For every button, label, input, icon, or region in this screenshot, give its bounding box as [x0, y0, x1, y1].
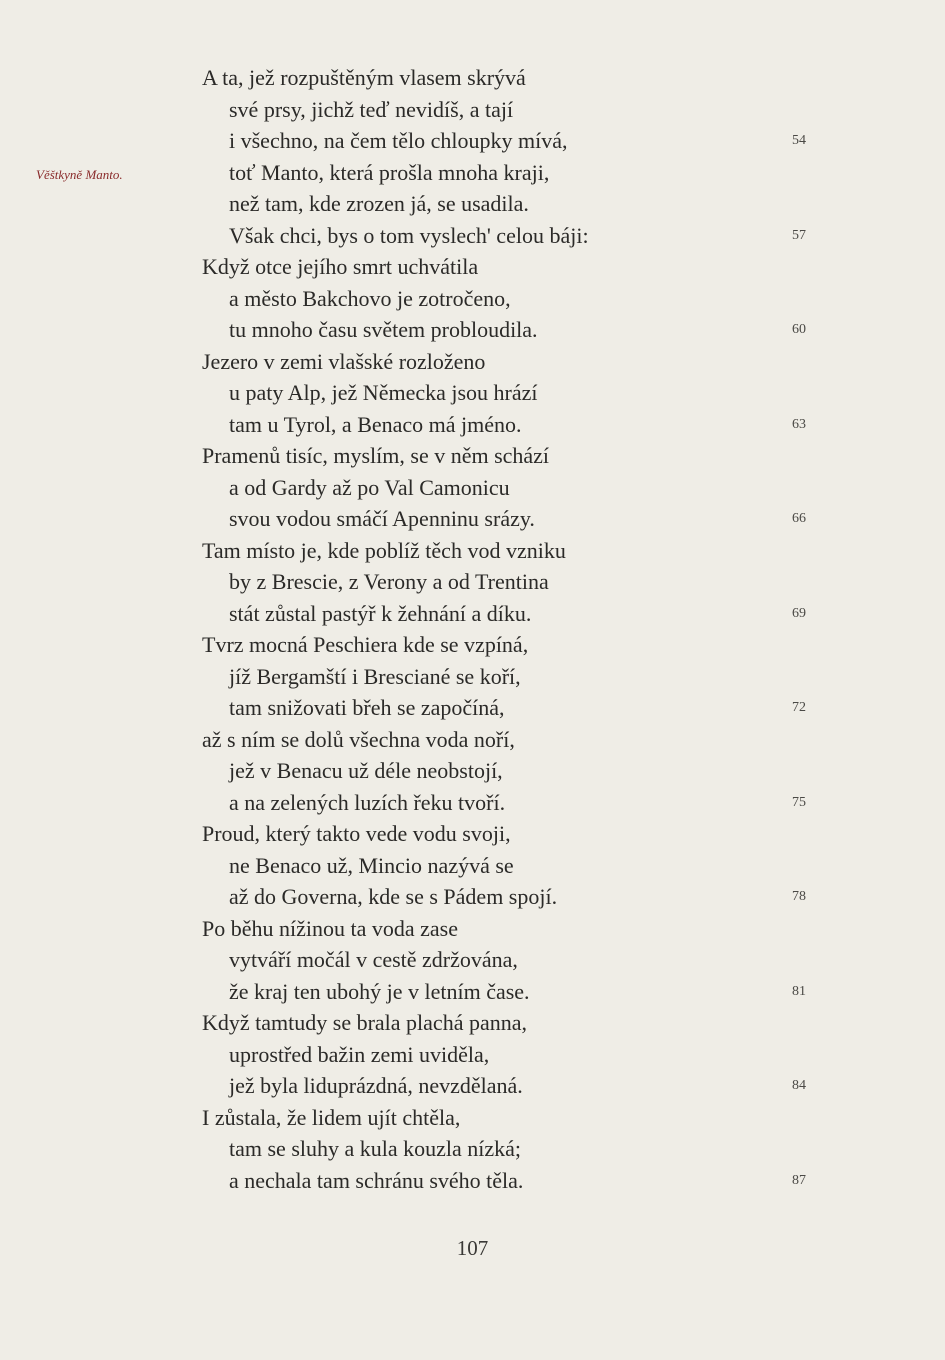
verse-line: [0, 535, 945, 567]
line-number: 72: [792, 700, 806, 715]
verse-text: uprostřed bažin zemi uviděla,: [229, 1041, 490, 1067]
verse-text: tam u Tyrol, a Benaco má jméno.: [229, 411, 522, 437]
verse-text: než tam, kde zrozen já, se usadila.: [229, 191, 529, 216]
verse-text: Tam místo je, kde poblíž těch vod vzniku: [202, 537, 566, 563]
verse-line: [0, 1039, 945, 1071]
verse-line: [0, 755, 945, 787]
verse-line: [0, 346, 945, 378]
verse-text: ne Benaco už, Mincio nazývá se: [229, 852, 514, 878]
verse-text: že kraj ten ubohý je v letním čase.: [229, 978, 530, 1004]
verse-text: Proud, který takto vede vodu svoji,: [202, 821, 511, 846]
verse-line: [0, 314, 945, 346]
verse-line: [0, 220, 945, 252]
verse-line: [0, 1007, 945, 1039]
verse-line: [0, 881, 945, 913]
verse-line: [0, 976, 945, 1008]
verse-line: [0, 787, 945, 819]
verse-text: tam se sluhy a kula kouzla nízká;: [229, 1136, 522, 1161]
poem-text: [0, 62, 945, 1196]
page-number: 107: [456, 1236, 489, 1260]
verse-line: [0, 1165, 945, 1197]
line-number: 81: [792, 983, 806, 999]
verse-text: jež byla liduprázdná, nevzdělaná.: [229, 1073, 523, 1098]
line-number: 57: [792, 227, 806, 243]
line-number: 69: [792, 605, 806, 621]
verse-text: Pramenů tisíc, myslím, se v něm schází: [202, 443, 550, 468]
verse-text: a nechala tam schránu svého těla.: [229, 1167, 524, 1193]
verse-text: a město Bakchovo je zotročeno,: [229, 285, 511, 311]
verse-line: [0, 913, 945, 945]
verse-line: [0, 94, 945, 126]
verse-line: [0, 629, 945, 661]
verse-text: svou vodou smáčí Apenninu srázy.: [229, 506, 535, 531]
verse-line: [0, 724, 945, 756]
line-number: 75: [792, 794, 806, 810]
verse-text: tu mnoho času světem probloudila.: [229, 317, 538, 342]
verse-text: Po běhu nížinou ta voda zase: [202, 915, 458, 941]
verse-line: [0, 1070, 945, 1102]
verse-text: I zůstala, že lidem ujít chtěla,: [202, 1104, 461, 1130]
verse-text: i všechno, na čem tělo chloupky mívá,: [229, 128, 568, 153]
line-number: 60: [792, 322, 806, 337]
margin-note: Věštkyně Manto.: [36, 167, 123, 182]
verse-text: Tvrz mocná Peschiera kde se vzpíná,: [202, 632, 529, 657]
verse-text: až s ním se dolů všechna voda noří,: [202, 726, 515, 752]
verse-text: Když tamtudy se brala plachá panna,: [202, 1010, 527, 1035]
verse-text: Když otce jejího smrt uchvátila: [202, 254, 479, 279]
verse-text: a na zelených luzích řeku tvoří.: [229, 789, 506, 815]
verse-line: [0, 157, 945, 189]
line-number: 78: [792, 889, 806, 904]
verse-text: u paty Alp, jež Německa jsou hrází: [229, 380, 538, 405]
verse-text: Jezero v zemi vlašské rozloženo: [202, 348, 486, 374]
line-number: 54: [792, 133, 806, 148]
verse-line: [0, 598, 945, 630]
line-number: 84: [792, 1078, 806, 1093]
verse-text: jíž Bergamští i Bresciané se koří,: [229, 663, 521, 689]
verse-line: [0, 62, 945, 94]
verse-line: [0, 818, 945, 850]
verse-line: [0, 850, 945, 882]
verse-text: a od Gardy až po Val Camonicu: [229, 474, 510, 500]
verse-line: [0, 944, 945, 976]
verse-line: [0, 1133, 945, 1165]
line-number: 63: [792, 416, 806, 432]
verse-line: [0, 1102, 945, 1134]
verse-text: stát zůstal pastýř k žehnání a díku.: [229, 600, 532, 626]
verse-text: až do Governa, kde se s Pádem spojí.: [229, 884, 558, 909]
verse-text: své prsy, jichž teď nevidíš, a tají: [229, 96, 514, 122]
verse-text: jež v Benacu už déle neobstojí,: [229, 758, 503, 783]
verse-text: vytváří močál v cestě zdržována,: [229, 947, 518, 972]
verse-line: [0, 440, 945, 472]
verse-line: [0, 472, 945, 504]
verse-line: [0, 283, 945, 315]
verse-text: tam snižovati břeh se započíná,: [229, 695, 505, 720]
verse-text: Však chci, bys o tom vyslech' celou báji:: [229, 222, 589, 248]
verse-line: [0, 188, 945, 220]
verse-line: [0, 377, 945, 409]
verse-line: [0, 503, 945, 535]
verse-text: A ta, jež rozpuštěným vlasem skrývá: [202, 65, 526, 90]
line-number: 87: [792, 1172, 806, 1188]
verse-line: [0, 661, 945, 693]
verse-text: by z Brescie, z Verony a od Trentina: [229, 569, 549, 594]
verse-line: [0, 409, 945, 441]
verse-line: [0, 125, 945, 157]
verse-line: [0, 692, 945, 724]
verse-text: toť Manto, která prošla mnoha kraji,: [229, 159, 550, 185]
verse-line: [0, 566, 945, 598]
verse-line: [0, 251, 945, 283]
line-number: 66: [792, 511, 806, 526]
